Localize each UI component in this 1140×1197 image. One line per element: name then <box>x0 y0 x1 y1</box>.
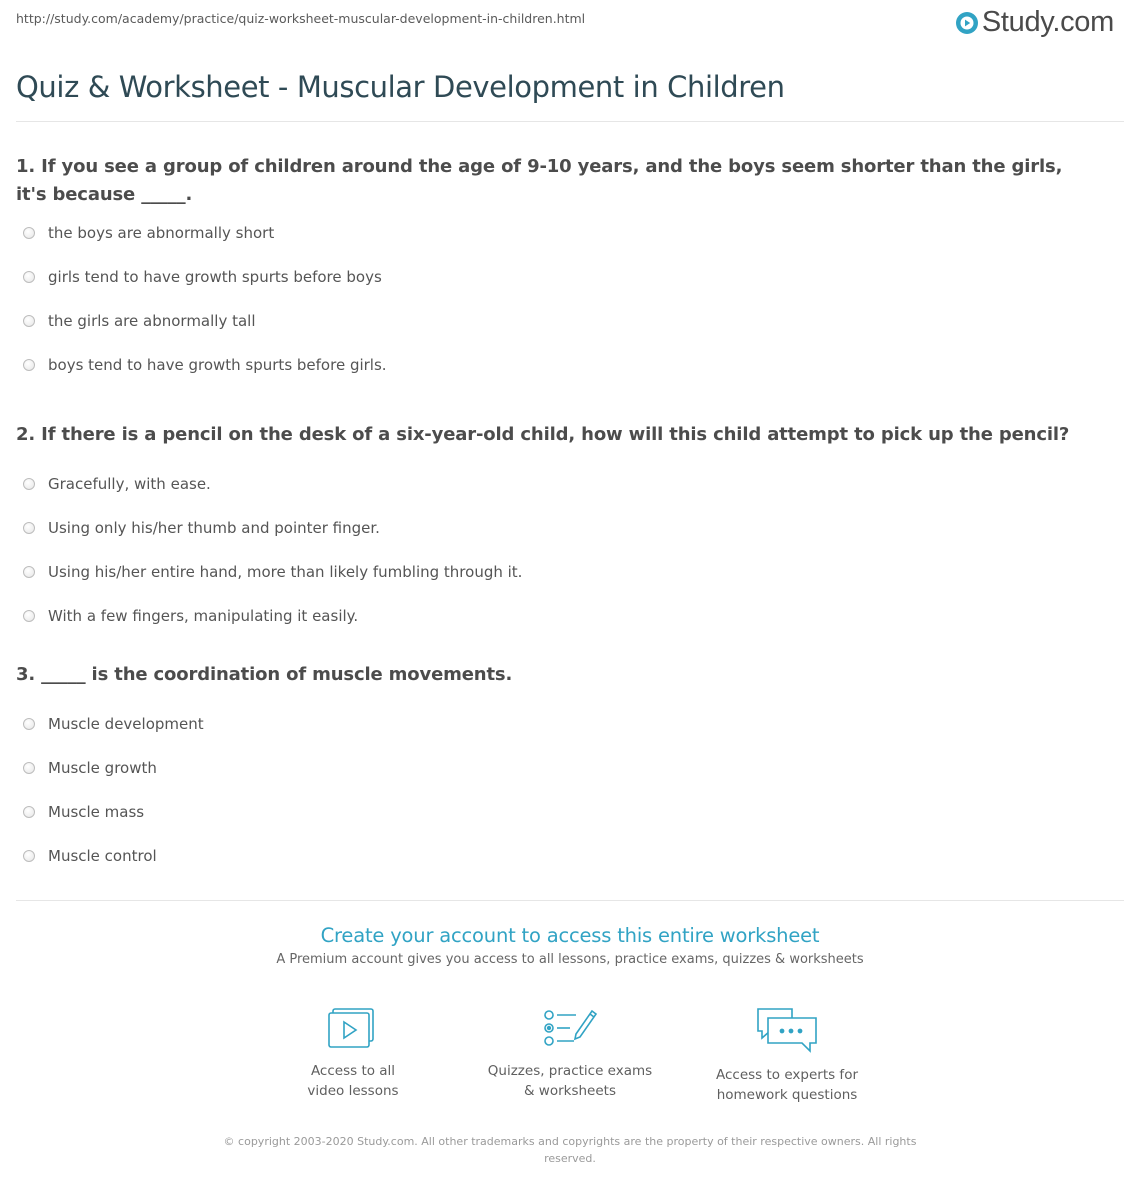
radio-button[interactable] <box>23 359 35 371</box>
answer-option[interactable] <box>16 343 1096 387</box>
feature-quizzes <box>462 1005 679 1105</box>
feature-video-lessons <box>245 1005 462 1105</box>
study-logo[interactable] <box>955 6 1114 39</box>
feature-label: Access to all video lessons <box>307 1063 399 1099</box>
radio-button[interactable] <box>23 762 35 774</box>
radio-button[interactable] <box>23 315 35 327</box>
answer-options <box>16 702 1096 878</box>
radio-button[interactable] <box>23 850 35 862</box>
question-2 <box>16 421 1096 638</box>
option-label: Muscle development <box>48 715 204 733</box>
chat-experts-icon <box>754 1005 820 1055</box>
feature-label: Quizzes, practice exams & worksheets <box>487 1063 653 1099</box>
quiz-checklist-icon <box>540 1005 600 1051</box>
answer-option[interactable] <box>16 834 1096 878</box>
answer-options <box>16 462 1096 638</box>
cta-divider <box>16 900 1124 901</box>
page-url: http://study.com/academy/practice/quiz-worksheet-muscular-development-in-children.html <box>16 11 586 26</box>
question-text: 3. _____ is the coordination of muscle movements. <box>16 664 513 685</box>
video-lessons-icon <box>323 1005 383 1051</box>
answer-option[interactable] <box>16 299 1096 343</box>
study-play-icon <box>955 11 979 35</box>
option-label: the boys are abnormally short <box>48 224 275 242</box>
question-1 <box>16 153 1096 387</box>
copyright-footer <box>0 1133 1140 1167</box>
cta-subtitle: A Premium account gives you access to all lessons, practice exams, quizzes & worksheets <box>276 952 864 967</box>
radio-button[interactable] <box>23 610 35 622</box>
radio-button[interactable] <box>23 806 35 818</box>
option-label: boys tend to have growth spurts before girls. <box>48 356 387 374</box>
cta-title-link[interactable]: Create your account to access this entire worksheet <box>320 924 820 947</box>
answer-option[interactable] <box>16 506 1096 550</box>
answer-option[interactable] <box>16 702 1096 746</box>
answer-option[interactable] <box>16 211 1096 255</box>
radio-button[interactable] <box>23 271 35 283</box>
title-divider <box>16 121 1124 122</box>
answer-options <box>16 211 1096 387</box>
question-text: 1. If you see a group of children around the age of 9-10 years, and the boys seem shorter than the girls, it's because _____. <box>16 156 1063 205</box>
answer-option[interactable] <box>16 594 1096 638</box>
radio-button[interactable] <box>23 566 35 578</box>
radio-button[interactable] <box>23 522 35 534</box>
copyright-text: © copyright 2003-2020 Study.com. All other trademarks and copyrights are the property of their respective owners. All rights reserved. <box>223 1135 917 1165</box>
option-label: Gracefully, with ease. <box>48 475 211 493</box>
answer-option[interactable] <box>16 462 1096 506</box>
logo-text: Study.com <box>981 6 1114 38</box>
question-3 <box>16 661 1096 878</box>
answer-option[interactable] <box>16 550 1096 594</box>
question-text: 2. If there is a pencil on the desk of a six-year-old child, how will this child attempt to pick up the pencil? <box>16 424 1070 445</box>
answer-option[interactable] <box>16 790 1096 834</box>
answer-option[interactable] <box>16 746 1096 790</box>
option-label: Muscle mass <box>48 803 145 821</box>
option-label: Muscle growth <box>48 759 157 777</box>
feature-label: Access to experts for homework questions <box>715 1067 858 1103</box>
premium-features <box>0 1005 1140 1105</box>
page-title: Quiz & Worksheet - Muscular Development in Children <box>16 70 785 104</box>
option-label: the girls are abnormally tall <box>48 312 256 330</box>
radio-button[interactable] <box>23 718 35 730</box>
option-label: Using only his/her thumb and pointer finger. <box>48 519 380 537</box>
option-label: Using his/her entire hand, more than likely fumbling through it. <box>48 563 523 581</box>
feature-experts <box>679 1005 896 1105</box>
option-label: With a few fingers, manipulating it easily. <box>48 607 359 625</box>
answer-option[interactable] <box>16 255 1096 299</box>
signup-cta <box>0 924 1140 967</box>
option-label: girls tend to have growth spurts before boys <box>48 268 382 286</box>
radio-button[interactable] <box>23 478 35 490</box>
option-label: Muscle control <box>48 847 157 865</box>
radio-button[interactable] <box>23 227 35 239</box>
